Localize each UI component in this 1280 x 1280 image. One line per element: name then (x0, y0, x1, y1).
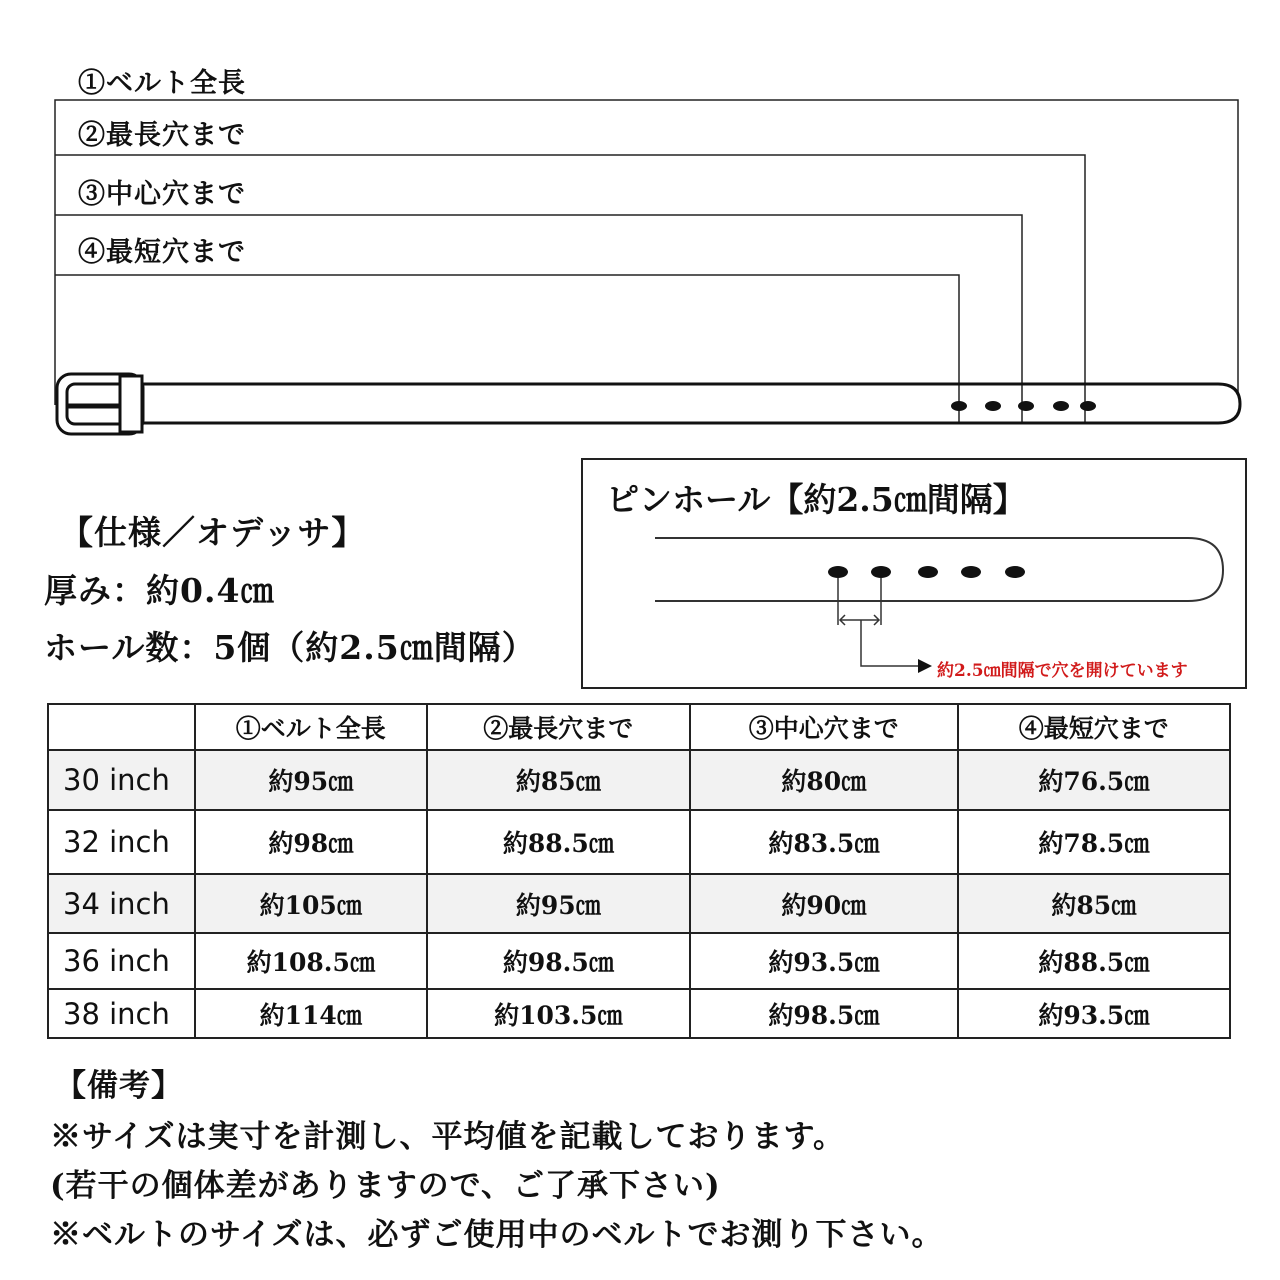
table-cell: 約105㎝ (195, 874, 427, 933)
label-longest-hole: ②最長穴まで (78, 120, 246, 151)
belt-hole (1080, 401, 1096, 411)
pinhole-holes (828, 566, 1025, 578)
table-cell: 約98.5㎝ (427, 933, 691, 989)
table-row (48, 933, 1230, 989)
table-row (48, 874, 1230, 933)
size-label: 32 inch (48, 810, 195, 874)
table-header-cell: ④最短穴まで (958, 704, 1230, 750)
table-cell: 約95㎝ (427, 874, 691, 933)
table-header-cell (48, 704, 195, 750)
table-header-cell: ①ベルト全長 (195, 704, 427, 750)
belt-holes (951, 401, 1096, 411)
pinhole (961, 566, 981, 578)
pinhole (1005, 566, 1025, 578)
notes-line-3: ※ベルトのサイズは、必ずご使用中のベルトでお測り下さい。 (50, 1217, 944, 1253)
pinhole-strap (655, 538, 1223, 601)
spec-heading: 【仕様／オデッサ】 (60, 513, 366, 552)
table-cell: 約80㎝ (690, 750, 957, 810)
table-header-row (48, 704, 1230, 750)
table-header-cell: ②最長穴まで (427, 704, 691, 750)
spec-holes: ホール数：5個（約2.5㎝間隔） (44, 628, 536, 667)
notes-heading: 【備考】 (55, 1068, 183, 1104)
pinhole-title: ピンホール【約2.5㎝間隔】 (606, 480, 1026, 519)
size-label: 34 inch (48, 874, 195, 933)
table-cell: 約85㎝ (958, 874, 1230, 933)
belt-hole (1018, 401, 1034, 411)
belt-hole (951, 401, 967, 411)
table-cell: 約93.5㎝ (690, 933, 957, 989)
table-cell: 約90㎝ (690, 874, 957, 933)
pinhole-note: 約2.5㎝間隔で穴を開けています (937, 661, 1188, 681)
pinhole-detail-box (581, 458, 1247, 689)
table-row (48, 750, 1230, 810)
table-row (48, 989, 1230, 1038)
spec-thickness: 厚み：約0.4㎝ (44, 571, 275, 610)
size-label: 30 inch (48, 750, 195, 810)
table-cell: 約98㎝ (195, 810, 427, 874)
pinhole (828, 566, 848, 578)
label-center-hole: ③中心穴まで (78, 179, 246, 210)
notes-line-1: ※サイズは実寸を計測し、平均値を記載しております。 (50, 1119, 846, 1155)
table-cell: 約95㎝ (195, 750, 427, 810)
table-header-cell: ③中心穴まで (690, 704, 957, 750)
pinhole-strap-illustration (583, 460, 1245, 687)
table-cell: 約93.5㎝ (958, 989, 1230, 1038)
table-cell: 約98.5㎝ (690, 989, 957, 1038)
table-cell: 約108.5㎝ (195, 933, 427, 989)
spacing-indicator (838, 578, 918, 666)
table-cell: 約88.5㎝ (427, 810, 691, 874)
label-total-length: ①ベルト全長 (78, 68, 246, 99)
pinhole (918, 566, 938, 578)
belt-hole (985, 401, 1001, 411)
notes-line-2: (若干の個体差がありますので、ご了承下さい) (50, 1168, 721, 1204)
label-shortest-hole: ④最短穴まで (78, 237, 246, 268)
table-cell: 約85㎝ (427, 750, 691, 810)
table-cell: 約78.5㎝ (958, 810, 1230, 874)
table-cell: 約88.5㎝ (958, 933, 1230, 989)
belt-hole (1053, 401, 1069, 411)
size-table (47, 703, 1231, 1039)
pinhole (871, 566, 891, 578)
size-label: 38 inch (48, 989, 195, 1038)
table-cell: 約114㎝ (195, 989, 427, 1038)
table-cell: 約76.5㎝ (958, 750, 1230, 810)
table-cell: 約103.5㎝ (427, 989, 691, 1038)
bracket-shortest-hole (55, 275, 959, 422)
table-row (48, 810, 1230, 874)
size-label: 36 inch (48, 933, 195, 989)
arrow-right-icon (918, 659, 932, 673)
buckle-icon (57, 374, 143, 434)
belt-strap (140, 384, 1240, 423)
table-cell: 約83.5㎝ (690, 810, 957, 874)
